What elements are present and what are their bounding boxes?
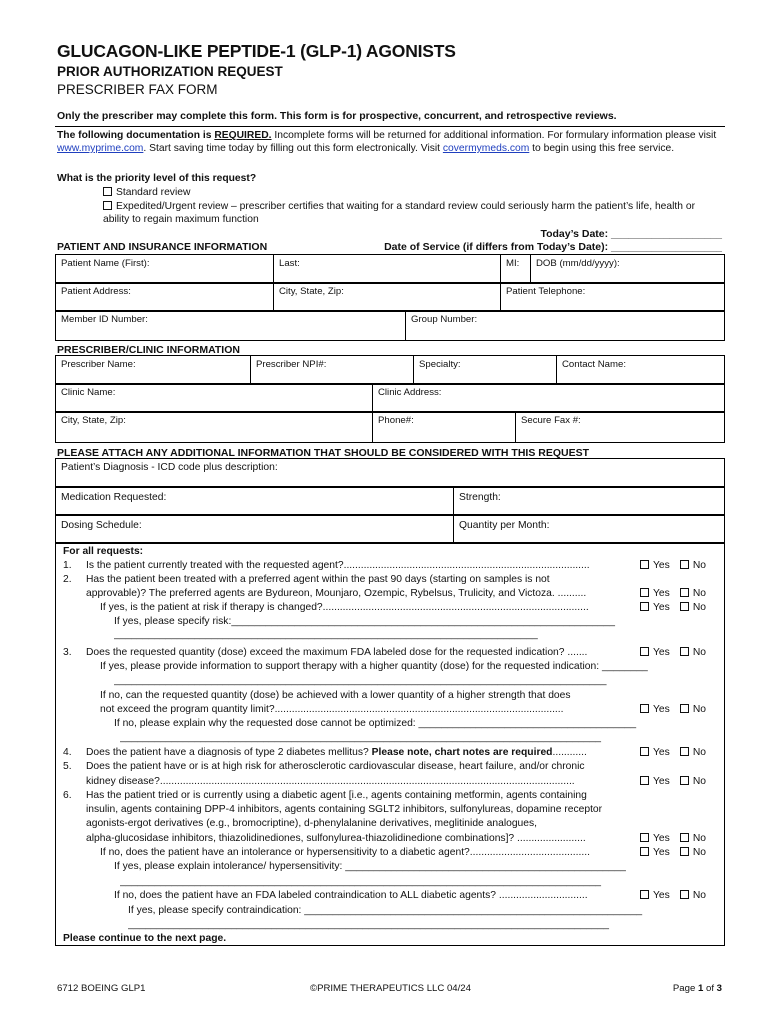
yes-label: Yes	[653, 704, 670, 715]
medication-table	[55, 458, 725, 488]
q3-support-info[interactable]: If yes, please provide information to support therapy with a higher quantity (dose) for the requested indication: ________	[100, 661, 648, 672]
diagnosis-field[interactable]: Patient’s Diagnosis - ICD code plus description:	[56, 459, 725, 488]
doc-required: REQUIRED.	[214, 130, 272, 141]
q3-yes-no	[634, 647, 706, 658]
doc-mid: . Start saving time today by filling out this form electronically. Visit	[143, 143, 443, 155]
no-label: No	[692, 847, 706, 858]
priority-question: What is the priority level of this request?	[57, 173, 257, 184]
clinic-name-field[interactable]: Clinic Name:	[56, 384, 373, 413]
no-label: No	[692, 560, 706, 571]
patient-address-table	[55, 282, 725, 312]
page-prefix: Page	[672, 983, 698, 994]
q3-limit-yes-no	[634, 704, 706, 715]
doc-prefix: The following documentation is	[57, 130, 215, 141]
q6-text-line2: insulin, agents containing DPP-4 inhibitors, agents containing SGLT2 inhibitors, sulfonylureas, dopamine receptor	[86, 804, 603, 815]
patient-member-table	[55, 310, 725, 341]
q6-intolerance-line[interactable]: ____________________________________________________________________________________	[120, 876, 602, 887]
q2-risk-yes-checkbox[interactable]	[640, 602, 649, 611]
patient-address-field[interactable]: Patient Address:	[56, 283, 274, 312]
secure-fax-field[interactable]: Secure Fax #:	[516, 412, 725, 443]
q3-text: Does the requested quantity (dose) exceed the maximum FDA labeled dose for the requested indication? .......	[86, 647, 588, 658]
divider	[55, 126, 725, 127]
medication-requested-field[interactable]: Medication Requested:	[56, 487, 454, 516]
prescriber-notice: Only the prescriber may complete this form. This form is for prospective, concurrent, and retrospective reviews.	[57, 110, 617, 122]
member-id-field[interactable]: Member ID Number:	[56, 311, 406, 341]
page-total: 3	[716, 983, 722, 994]
myprime-link[interactable]: www.myprime.com	[57, 143, 144, 155]
q2-yes-no	[634, 588, 706, 599]
q6-intolerance-explain[interactable]: If yes, please explain intolerance/ hypersensitivity: _________________________________________________	[114, 861, 626, 872]
yes-label: Yes	[653, 602, 670, 613]
no-label: No	[692, 833, 706, 844]
form-code: 6712 BOEING GLP1	[57, 983, 146, 994]
q1-yes-no	[634, 560, 706, 571]
q6-intolerance-question: If no, does the patient have an intolerance or hypersensitivity to a diabetic agent?..........................................	[100, 847, 590, 858]
page-number	[673, 983, 722, 994]
q4-yes-checkbox[interactable]	[640, 747, 649, 756]
q2-text-line1: Has the patient been treated with a preferred agent within the past 90 days (starting on samples is not	[86, 574, 550, 585]
no-label: No	[692, 647, 706, 658]
q5-no-checkbox[interactable]	[680, 776, 689, 785]
q6-intolerance-yes-no	[634, 847, 706, 858]
q5-text-line2: kidney disease?.................................................................................................................................................	[86, 776, 575, 787]
contact-name-field[interactable]: Contact Name:	[557, 356, 725, 385]
clinic-phone-field[interactable]: Phone#:	[373, 412, 516, 443]
q2-risk-no-checkbox[interactable]	[680, 602, 689, 611]
prescriber-info-table	[55, 355, 725, 385]
q6-yes-no	[634, 833, 706, 844]
q3-explain-line[interactable]: ____________________________________________________________________________________	[120, 732, 602, 743]
patient-phone-field[interactable]: Patient Telephone:	[501, 283, 725, 312]
patient-mi-field[interactable]: MI:	[501, 255, 531, 284]
q3-no-checkbox[interactable]	[680, 647, 689, 656]
q3-limit-no-checkbox[interactable]	[680, 704, 689, 713]
q3-number: 3.	[63, 647, 72, 658]
yes-label: Yes	[653, 776, 670, 787]
q2-number: 2.	[63, 574, 72, 585]
q4-yes-no	[634, 747, 706, 758]
q5-yes-checkbox[interactable]	[640, 776, 649, 785]
q4-chart-notes-note: Please note, chart notes are required	[371, 747, 553, 758]
page-of: of	[703, 983, 717, 994]
q4-number: 4.	[63, 747, 72, 758]
specialty-field[interactable]: Specialty:	[414, 356, 557, 385]
q6-text-line3: agonists-ergot derivatives (e.g., bromocriptine), d-phenylalanine derivatives, meglitinide analogues,	[86, 818, 538, 829]
group-number-field[interactable]: Group Number:	[406, 311, 725, 341]
q2-risk-specify[interactable]: If yes, please specify risk:___________________________________________________________________	[114, 616, 615, 627]
quantity-field[interactable]: Quantity per Month:	[454, 515, 725, 544]
q3-quantity-limit: not exceed the program quantity limit?.....................................................................................................	[100, 704, 564, 715]
standard-review-label: Standard review	[116, 187, 191, 198]
page-current: 1	[697, 983, 704, 994]
no-label: No	[692, 704, 706, 715]
yes-label: Yes	[653, 647, 670, 658]
q6-contraindication-yes-checkbox[interactable]	[640, 890, 649, 899]
form-title: GLUCAGON-LIKE PEPTIDE-1 (GLP-1) AGONISTS	[57, 41, 456, 61]
q1-number: 1.	[63, 560, 72, 571]
q4-question: Does the patient have a diagnosis of type 2 diabetes mellitus?	[86, 747, 372, 758]
copyright: ©PRIME THERAPEUTICS LLC 04/24	[310, 983, 471, 994]
date-of-service[interactable]: Date of Service (if differs from Today’s Date): ___________________	[384, 241, 722, 253]
yes-label: Yes	[653, 588, 670, 599]
yes-label: Yes	[653, 560, 670, 571]
doc-rest: Incomplete forms will be returned for additional information. For formulary information please visit	[271, 130, 717, 141]
medication-row-table	[55, 486, 725, 516]
no-label: No	[692, 602, 706, 613]
prescriber-name-field[interactable]: Prescriber Name:	[56, 356, 251, 385]
clinic-city-field[interactable]: City, State, Zip:	[56, 412, 373, 443]
q6-contraindication-line[interactable]: ____________________________________________________________________________________	[128, 919, 610, 930]
q1-text: Is the patient currently treated with the requested agent?......................................................................................	[86, 560, 590, 571]
patient-last-name-field[interactable]: Last:	[274, 255, 501, 284]
q3-yes-checkbox[interactable]	[640, 647, 649, 656]
q6-text-line1: Has the patient tried or is currently using a diabetic agent [i.e., agents containing metformin, agents containing	[86, 790, 587, 801]
patient-info-table	[55, 254, 725, 284]
q4-leader: ............	[552, 747, 587, 758]
q6-no-checkbox[interactable]	[680, 833, 689, 842]
no-label: No	[692, 588, 706, 599]
yes-label: Yes	[653, 833, 670, 844]
q5-text-line1: Does the patient have or is at high risk for atherosclerotic cardiovascular disease, heart failure, and/or chronic	[86, 761, 585, 772]
q2-yes-checkbox[interactable]	[640, 588, 649, 597]
q6-intolerance-yes-checkbox[interactable]	[640, 847, 649, 856]
prescriber-npi-field[interactable]: Prescriber NPI#:	[251, 356, 414, 385]
covermymeds-link[interactable]: covermymeds.com	[442, 143, 530, 155]
standard-review-checkbox[interactable]	[103, 187, 112, 196]
q2-risk-question: If yes, is the patient at risk if therapy is changed?.............................................................................................	[100, 602, 589, 613]
q2-no-checkbox[interactable]	[680, 588, 689, 597]
no-label: No	[692, 747, 706, 758]
clinic-info-table	[55, 383, 725, 413]
q6-number: 6.	[63, 790, 72, 801]
strength-field[interactable]: Strength:	[454, 487, 725, 516]
patient-city-field[interactable]: City, State, Zip:	[274, 283, 501, 312]
q3-lower-quantity-question: If no, can the requested quantity (dose) be achieved with a lower quantity of a higher strength that does	[100, 690, 571, 701]
q5-number: 5.	[63, 761, 72, 772]
q6-contraindication-yes-no	[634, 890, 706, 901]
urgent-review-label: Expedited/Urgent review – prescriber certifies that waiting for a standard review could seriously harm the patient’s life, health or ability to regain maximum function	[103, 201, 696, 226]
doc-end: to begin using this free service.	[529, 143, 675, 155]
patient-first-name-field[interactable]: Patient Name (First):	[56, 255, 274, 284]
attach-section-heading: PLEASE ATTACH ANY ADDITIONAL INFORMATION THAT SHOULD BE CONSIDERED WITH THIS REQUEST	[57, 447, 589, 459]
dosing-schedule-field[interactable]: Dosing Schedule:	[56, 515, 454, 544]
standard-review-option[interactable]	[103, 187, 190, 198]
q2-text-line2: approvable)? The preferred agents are Bydureon, Mounjaro, Ozempic, Rybelsus, Trulicity, and Victoza. ..........	[86, 588, 587, 599]
clinic-address-field[interactable]: Clinic Address:	[373, 384, 725, 413]
urgent-review-option[interactable]	[103, 200, 723, 226]
yes-label: Yes	[653, 847, 670, 858]
q6-contraindication-specify[interactable]: If yes, please specify contraindication: ___________________________________________________________	[128, 905, 643, 916]
dosing-row-table	[55, 514, 725, 544]
clinic-contact-table	[55, 411, 725, 443]
q1-yes-checkbox[interactable]	[640, 560, 649, 569]
for-all-requests-heading: For all requests:	[63, 546, 144, 557]
yes-label: Yes	[653, 747, 670, 758]
continue-note: Please continue to the next page.	[63, 933, 227, 944]
q3-limit-yes-checkbox[interactable]	[640, 704, 649, 713]
q6-yes-checkbox[interactable]	[640, 833, 649, 842]
no-label: No	[692, 776, 706, 787]
q2-risk-line[interactable]: __________________________________________________________________________	[114, 629, 538, 640]
q6-intolerance-no-checkbox[interactable]	[680, 847, 689, 856]
q3-explain[interactable]: If no, please explain why the requested dose cannot be optimized: ______________________________________	[114, 718, 637, 729]
form-subtitle: PRIOR AUTHORIZATION REQUEST	[57, 64, 283, 79]
patient-dob-field[interactable]: DOB (mm/dd/yyyy):	[531, 255, 725, 284]
q3-support-line[interactable]: ______________________________________________________________________________________	[114, 675, 607, 686]
no-label: No	[692, 890, 706, 901]
q6-text-line4: alpha-glucosidase inhibitors, thiazolidinediones, sulfonylurea-thiazolidinedione combinations]? ........................	[86, 833, 586, 844]
q4-no-checkbox[interactable]	[680, 747, 689, 756]
q5-yes-no	[634, 776, 706, 787]
q4-text	[86, 747, 638, 758]
urgent-review-checkbox[interactable]	[103, 201, 112, 210]
q6-contraindication-question: If no, does the patient have an FDA labeled contraindication to ALL diabetic agents? ...............................	[114, 890, 588, 901]
form-type: PRESCRIBER FAX FORM	[57, 82, 218, 97]
q2-risk-yes-no	[634, 602, 706, 613]
patient-section-heading: PATIENT AND INSURANCE INFORMATION	[57, 241, 268, 253]
q1-no-checkbox[interactable]	[680, 560, 689, 569]
todays-date[interactable]: Today’s Date: ___________________	[540, 228, 722, 240]
documentation-paragraph	[57, 129, 727, 155]
prescriber-section-heading: PRESCRIBER/CLINIC INFORMATION	[57, 344, 240, 356]
q6-contraindication-no-checkbox[interactable]	[680, 890, 689, 899]
yes-label: Yes	[653, 890, 670, 901]
